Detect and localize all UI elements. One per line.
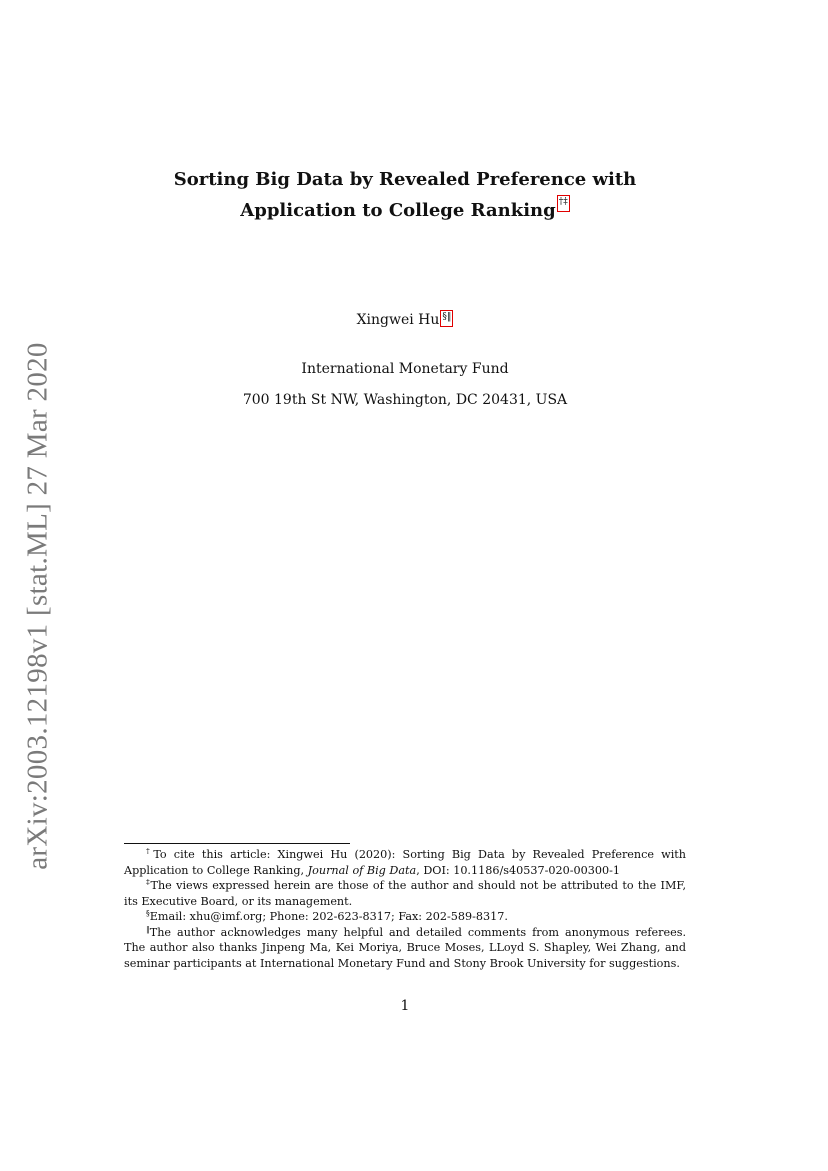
journal-name: Journal of Big Data (307, 863, 417, 877)
title-line-1: Sorting Big Data by Revealed Preference with (173, 169, 637, 190)
footnote-text: , DOI: 10.1186/s40537-020-00300-1 (416, 863, 620, 877)
title-line-2 (124, 195, 686, 226)
footnote-rule (124, 843, 350, 844)
affiliation-address: 700 19th St NW, Washington, DC 20431, USA (242, 392, 568, 408)
footnote-text: Email: xhu@imf.org; Phone: 202-623-8317; Fax: 202-589-8317. (149, 910, 508, 923)
footnote-mark: † (146, 846, 154, 856)
footnote-text: The views expressed herein are those of the author and should not be attributed to the IMF, its Executive Board, or its management. (124, 879, 686, 908)
page-number: 1 (400, 998, 410, 1014)
footnote-cite (124, 847, 686, 878)
author-footnote-link[interactable]: §‖ (440, 310, 453, 327)
arxiv-identifier: arXiv:2003.12198v1 [stat.ML] 27 Mar 2020 (21, 342, 54, 870)
affiliation-institution: International Monetary Fund (301, 361, 509, 377)
footnote-acknowledgements (124, 925, 686, 972)
author-name: Xingwei Hu (356, 312, 440, 328)
footnote-text: To cite this article: Xingwei Hu (2020): Sorting Big Data by Revealed Preference with Application to College Ranking, (124, 848, 687, 877)
footnote-text: The author acknowledges many helpful and detailed comments from anonymous referees. The author also thanks Jinpeng Ma, Kei Moriya, Bruce Moses, LLoyd S. Shapley, Wei Zhang, and seminar participants at International Monetary Fund and Stony Brook University for suggestions. (124, 925, 686, 970)
footnotes (124, 847, 686, 971)
footnote-contact (124, 909, 686, 925)
title-line-2-text: Application to College Ranking (240, 200, 556, 221)
footnote-mark: ‡ (146, 877, 151, 887)
title-footnote-link[interactable]: †‡ (557, 195, 570, 212)
author (124, 310, 686, 330)
footnote-mark: ‖ (146, 923, 150, 933)
footnote-disclaimer (124, 878, 686, 909)
footnote-mark: § (146, 908, 150, 918)
paper-title (124, 164, 686, 226)
